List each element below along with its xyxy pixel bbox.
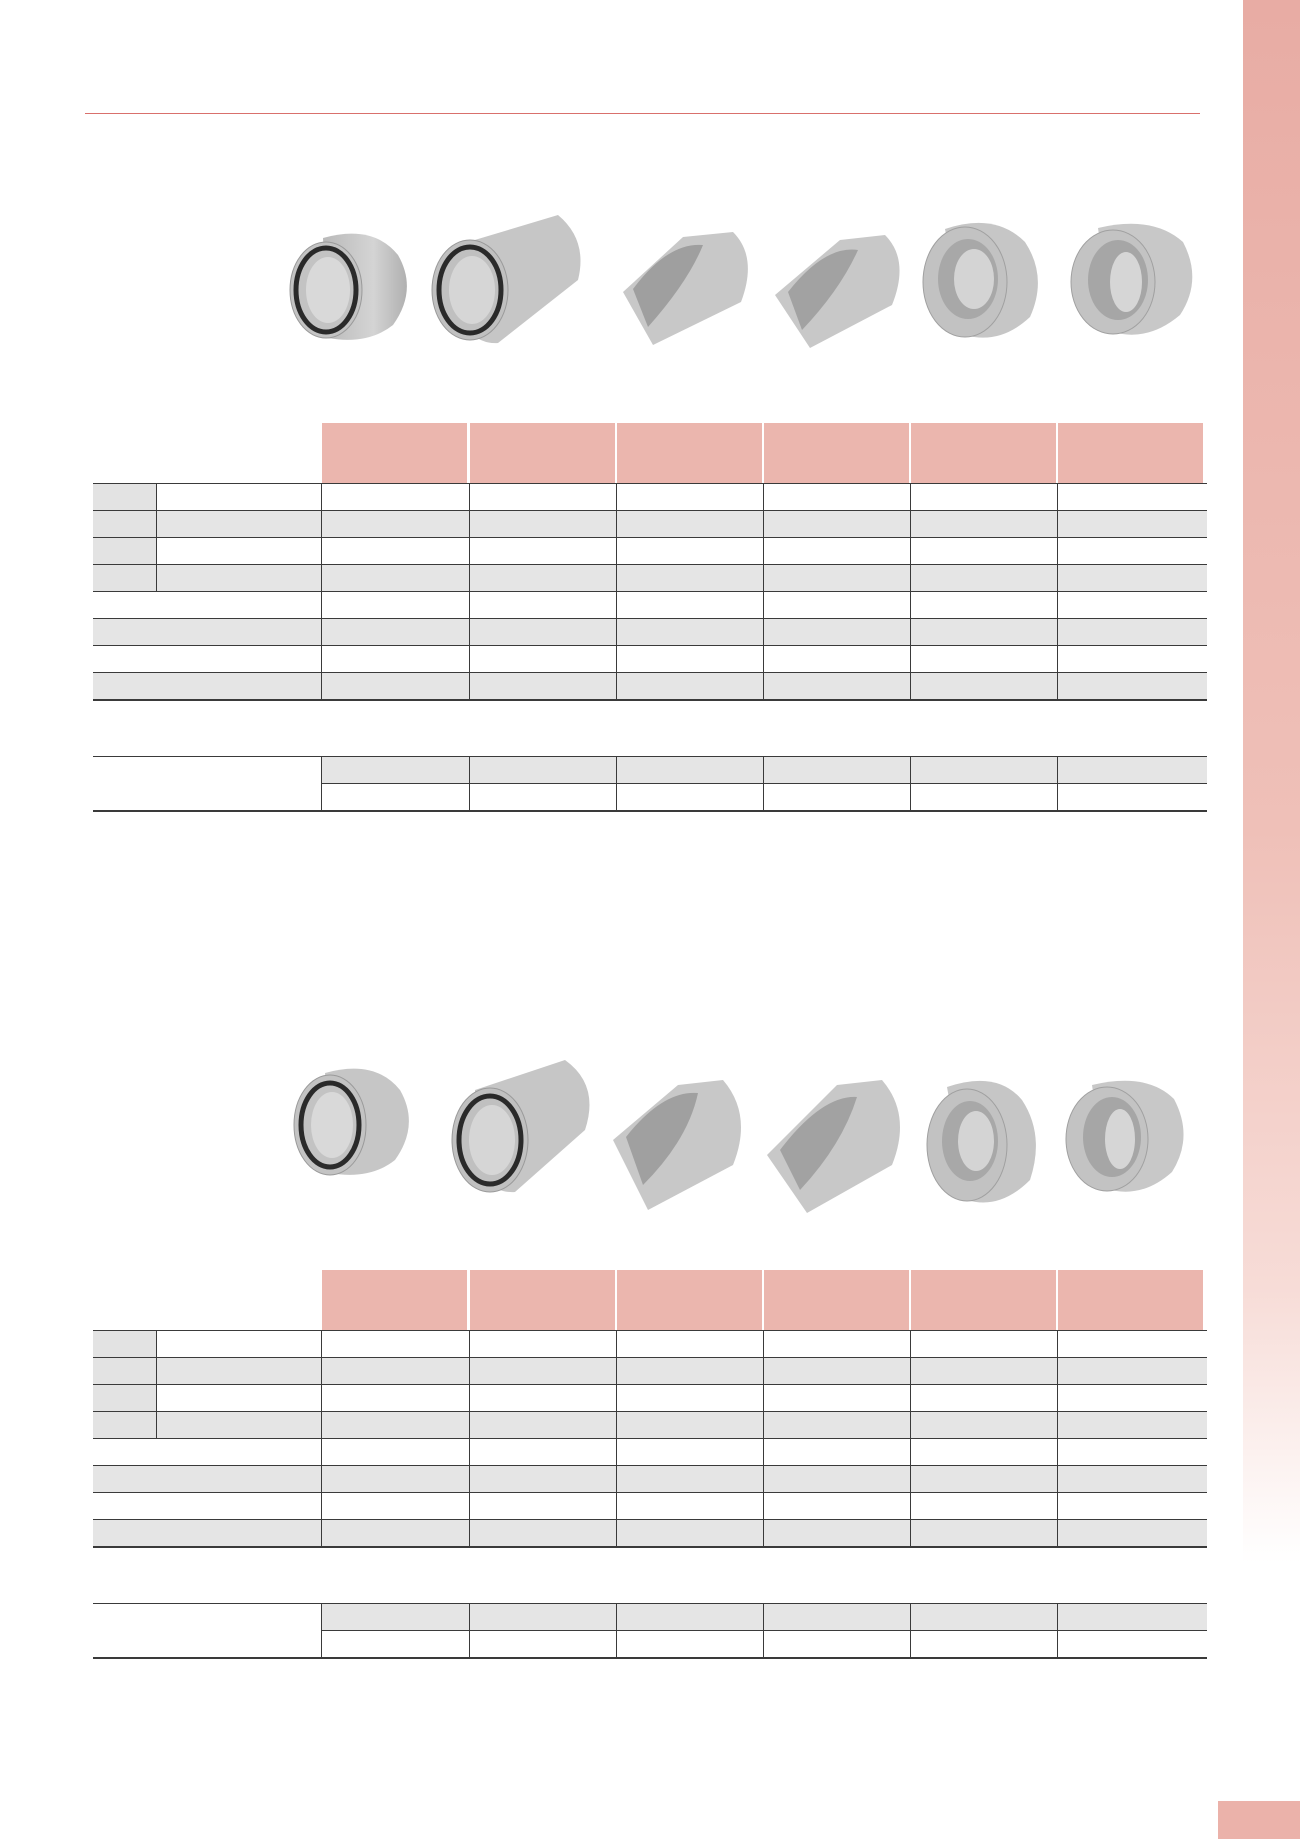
table-row: [93, 1493, 1207, 1520]
sub-table: [93, 756, 1207, 812]
end-pipe-oval-image: [1062, 1077, 1187, 1202]
column-header-3: [617, 1270, 762, 1330]
table-row: [93, 619, 1207, 646]
sub-table-row: [322, 757, 1207, 783]
table-row: [93, 484, 1207, 511]
table-row: [93, 565, 1207, 592]
column-header-5: [911, 423, 1056, 483]
end-pipe-round-image: [920, 217, 1045, 347]
sub-table-row: [322, 784, 1207, 810]
table-row: [93, 1466, 1207, 1493]
table-bottom-rule: [93, 699, 1207, 701]
table-row: [93, 1358, 1207, 1385]
pipe-with-seal-long-image: [428, 215, 588, 350]
column-header-6: [1058, 423, 1203, 483]
bevel-pipe-right-image: [762, 1075, 907, 1215]
pipe-with-seal-long-image: [445, 1060, 595, 1200]
table-row: [93, 592, 1207, 619]
table-row: [93, 1331, 1207, 1358]
column-header-1: [322, 1270, 467, 1330]
spec-table: [93, 423, 1207, 810]
bevel-pipe-left-image: [613, 227, 753, 345]
column-header-2: [470, 423, 615, 483]
column-header-1: [322, 423, 467, 483]
sub-table-label: [93, 1604, 322, 1657]
end-pipe-oval-image: [1068, 220, 1196, 345]
table-row: [93, 1439, 1207, 1466]
table-row: [93, 646, 1207, 673]
page-number-tab: [1218, 1801, 1300, 1839]
end-pipe-round-image: [922, 1075, 1042, 1213]
sub-table: [93, 1603, 1207, 1659]
bevel-pipe-right-image: [770, 230, 905, 348]
table-row: [93, 1412, 1207, 1439]
pipe-with-seal-short-image: [290, 1065, 412, 1185]
pipe-with-seal-short-image: [288, 230, 410, 345]
column-header-2: [470, 1270, 615, 1330]
product-images-row: [0, 1055, 1243, 1245]
bevel-pipe-left-image: [608, 1075, 748, 1215]
column-header-3: [617, 423, 762, 483]
spec-table: [93, 1270, 1207, 1657]
header-rule: [85, 113, 1200, 114]
column-header-5: [911, 1270, 1056, 1330]
table-row: [93, 511, 1207, 538]
column-header-4: [764, 423, 909, 483]
sub-table-row: [322, 1631, 1207, 1657]
sub-table-row: [322, 1604, 1207, 1630]
table-row: [93, 673, 1207, 700]
sub-table-label: [93, 757, 322, 810]
table-row: [93, 538, 1207, 565]
table-row: [93, 1520, 1207, 1547]
column-header-4: [764, 1270, 909, 1330]
table-bottom-rule: [93, 1546, 1207, 1548]
column-header-6: [1058, 1270, 1203, 1330]
side-accent-bar: [1243, 0, 1300, 1839]
table-row: [93, 1385, 1207, 1412]
product-images-row: [0, 205, 1243, 395]
